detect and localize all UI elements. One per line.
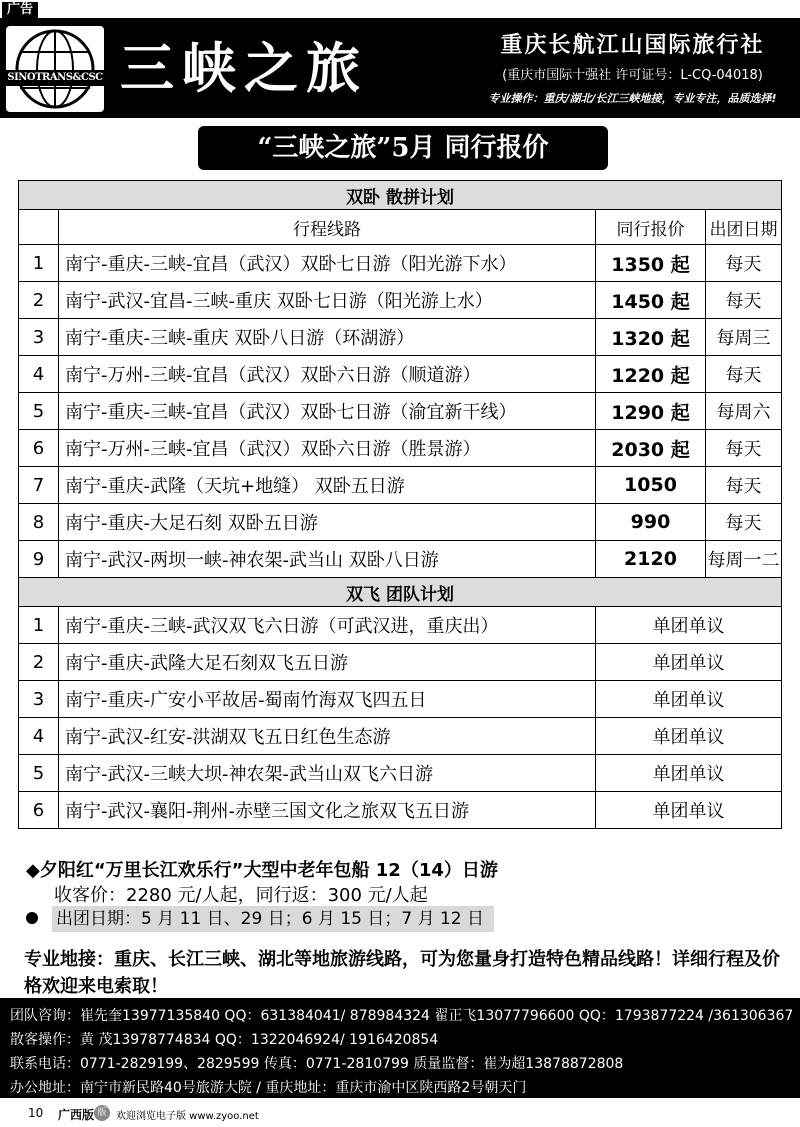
row-number: 2 (19, 644, 59, 681)
row-number: 3 (19, 681, 59, 718)
table-row (19, 430, 782, 467)
route-cell: 南宁-重庆-武隆（天坑+地缝） 双卧五日游 (59, 467, 596, 504)
specialty-note: 专业地接：重庆、长江三峡、湖北等地旅游线路，可为您量身打造特色精品线路！详细行程及价格欢迎来电索取！ (24, 949, 780, 997)
contact-block (0, 998, 800, 1098)
quote-cell: 单团单议 (596, 718, 782, 755)
table-row (19, 718, 782, 755)
header-banner (0, 18, 800, 118)
date-cell: 每天 (706, 430, 782, 467)
table-row (19, 607, 782, 644)
date-cell: 每天 (706, 467, 782, 504)
price-cell: 2120 (596, 541, 706, 578)
price-cell: 990 (596, 504, 706, 541)
price-cell: 1350 起 (596, 245, 706, 282)
quote-cell: 单团单议 (596, 681, 782, 718)
row-number: 2 (19, 282, 59, 319)
table-row (19, 319, 782, 356)
company-logo (6, 26, 104, 112)
header-cell-price: 同行报价 (596, 210, 706, 245)
route-cell: 南宁-武汉-宜昌-三峡-重庆 双卧七日游（阳光游上水） (59, 282, 596, 319)
quote-cell: 单团单议 (596, 755, 782, 792)
page-footer (0, 1100, 800, 1127)
promo-title: ◆夕阳红“万里长江欢乐行”大型中老年包船 12（14）日游 (26, 860, 498, 881)
table-row (19, 504, 782, 541)
table-row (19, 755, 782, 792)
table-row (19, 467, 782, 504)
quote-cell: 单团单议 (596, 792, 782, 829)
row-number: 5 (19, 755, 59, 792)
agency-motto: 专业操作：重庆/湖北/长江三峡地接，专业专注，品质选择! (488, 92, 777, 105)
quote-cell: 单团单议 (596, 607, 782, 644)
table-row (19, 356, 782, 393)
route-cell: 南宁-重庆-三峡-宜昌（武汉）双卧七日游（渝宜新干线） (59, 393, 596, 430)
route-cell: 南宁-重庆-三峡-宜昌（武汉）双卧七日游（阳光游下水） (59, 245, 596, 282)
promo-price: 收客价：2280 元/人起，同行返：300 元/人起 (54, 885, 428, 906)
table-row (19, 282, 782, 319)
price-table (18, 180, 782, 829)
price-cell: 2030 起 (596, 430, 706, 467)
route-cell: 南宁-武汉-两坝一峡-神农架-武当山 双卧八日游 (59, 541, 596, 578)
price-cell: 1320 起 (596, 319, 706, 356)
page-number: 10 (28, 1106, 44, 1120)
table-row (19, 681, 782, 718)
section-header-flight (19, 578, 782, 607)
agency-name: 重庆长航江山国际旅行社 (500, 33, 765, 58)
section-title: 双飞 团队计划 (19, 578, 782, 607)
header-cell-route: 行程线路 (59, 210, 596, 245)
route-cell: 南宁-武汉-红安-洪湖双飞五日红色生态游 (59, 718, 596, 755)
row-number: 6 (19, 792, 59, 829)
date-cell: 每天 (706, 245, 782, 282)
departure-dates: 出团日期：5 月 11 日、29 日；6 月 15 日；7 月 12 日 (52, 906, 494, 932)
price-cell: 1050 (596, 467, 706, 504)
globe-icon (6, 26, 104, 112)
row-number: 3 (19, 319, 59, 356)
section-header-sleeper (19, 181, 782, 210)
edition-label: 广西版 (58, 1108, 95, 1122)
price-cell: 1220 起 (596, 356, 706, 393)
edition-icon: 版 (94, 1105, 110, 1121)
row-number: 1 (19, 245, 59, 282)
price-banner: “三峡之旅”5月 同行报价 (198, 126, 608, 170)
table-row (19, 541, 782, 578)
date-cell: 每天 (706, 504, 782, 541)
row-number: 5 (19, 393, 59, 430)
route-cell: 南宁-重庆-大足石刻 双卧五日游 (59, 504, 596, 541)
route-cell: 南宁-重庆-武隆大足石刻双飞五日游 (59, 644, 596, 681)
table-row (19, 393, 782, 430)
row-number: 9 (19, 541, 59, 578)
route-cell: 南宁-重庆-三峡-武汉双飞六日游（可武汉进，重庆出） (59, 607, 596, 644)
contact-team: 团队咨询：崔先奎13977135840 QQ：631384041/ 878984324 翟正飞13077796600 QQ：1793877224 /361306367 (10, 1008, 794, 1024)
contact-phone: 联系电话：0771-2829199、2829599 传真：0771-2810799 质量监督：崔为超13878872808 (10, 1056, 624, 1072)
license-number: (重庆市国际十强社 许可证号：L-CQ-04018) (502, 68, 763, 83)
row-number: 1 (19, 607, 59, 644)
row-number: 4 (19, 718, 59, 755)
header-cell-date: 出团日期 (706, 210, 782, 245)
table-row (19, 792, 782, 829)
contact-address: 办公地址：南宁市新民路40号旅游大院 / 重庆地址：重庆市渝中区陕西路2号朝天门 (10, 1080, 527, 1096)
route-cell: 南宁-武汉-三峡大坝-神农架-武当山双飞六日游 (59, 755, 596, 792)
contact-individual: 散客操作：黄 茂13978774834 QQ：1322046924/ 1916420854 (10, 1032, 439, 1048)
row-number: 4 (19, 356, 59, 393)
route-cell: 南宁-重庆-三峡-重庆 双卧八日游（环湖游） (59, 319, 596, 356)
logo-text: SINOTRANS&CSC (6, 70, 104, 86)
date-cell: 每周一二 (706, 541, 782, 578)
ad-label: 广告 (2, 2, 38, 18)
section-title: 双卧 散拼计划 (19, 181, 782, 210)
price-cell: 1290 起 (596, 393, 706, 430)
table-row (19, 245, 782, 282)
row-number: 7 (19, 467, 59, 504)
table-row (19, 644, 782, 681)
table-header-row (19, 210, 782, 245)
quote-cell: 单团单议 (596, 644, 782, 681)
route-cell: 南宁-重庆-广安小平故居-蜀南竹海双飞四五日 (59, 681, 596, 718)
date-cell: 每周六 (706, 393, 782, 430)
row-number: 6 (19, 430, 59, 467)
date-cell: 每天 (706, 282, 782, 319)
date-cell: 每周三 (706, 319, 782, 356)
row-number: 8 (19, 504, 59, 541)
date-cell: 每天 (706, 356, 782, 393)
header-cell-no (19, 210, 59, 245)
route-cell: 南宁-武汉-襄阳-荆州-赤壁三国文化之旅双飞五日游 (59, 792, 596, 829)
website-link[interactable]: 欢迎浏览电子版 www.zyoo.net (116, 1111, 259, 1122)
price-cell: 1450 起 (596, 282, 706, 319)
brand-title: 三峡之旅 (120, 37, 368, 100)
route-cell: 南宁-万州-三峡-宜昌（武汉）双卧六日游（胜景游） (59, 430, 596, 467)
bullet-icon (26, 912, 38, 924)
route-cell: 南宁-万州-三峡-宜昌（武汉）双卧六日游（顺道游） (59, 356, 596, 393)
